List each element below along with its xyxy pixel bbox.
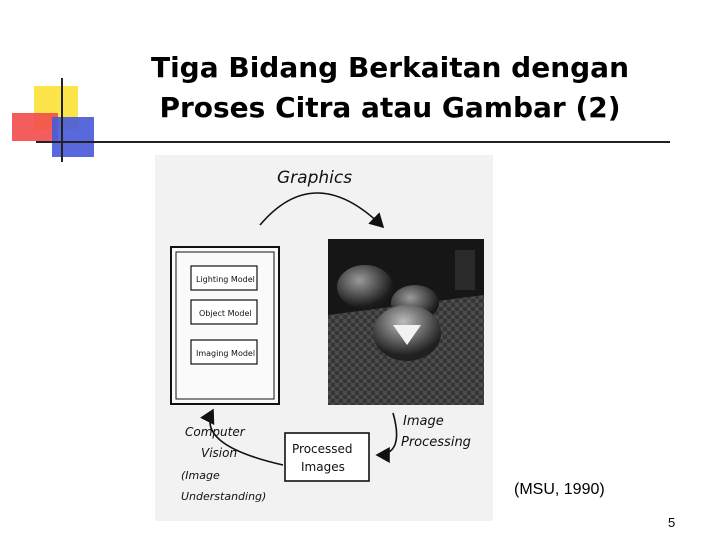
slide-title <box>130 48 650 128</box>
title-line-2: Proses Citra atau Gambar (2) <box>159 91 621 124</box>
image-processing-label-1: Image <box>403 414 444 429</box>
computer-vision-label-3: (Image <box>181 469 220 482</box>
arrow-image-processing <box>377 413 397 455</box>
rendered-scene-image <box>328 239 484 405</box>
processed-images-label-2: Images <box>301 460 345 474</box>
scanned-diagram <box>155 155 493 521</box>
diagram-svg <box>155 155 493 521</box>
title-line-1: Tiga Bidang Berkaitan dengan <box>150 51 630 84</box>
title-underline <box>36 141 670 143</box>
citation: (MSU, 1990) <box>514 481 605 498</box>
graphics-label: Graphics <box>277 168 353 188</box>
object-model-label: Object Model <box>199 309 252 318</box>
computer-vision-label-1: Computer <box>185 425 245 439</box>
arrow-graphics <box>260 193 383 227</box>
page-number: 5 <box>668 515 676 530</box>
computer-vision-label-4: Understanding) <box>181 490 267 503</box>
decor-blue-square <box>52 117 94 157</box>
decor-vertical-line <box>61 78 63 162</box>
imaging-model-label: Imaging Model <box>196 349 256 358</box>
image-processing-label-2: Processing <box>401 435 471 450</box>
computer-vision-label-2: Vision <box>201 446 238 460</box>
lighting-model-label: Lighting Model <box>196 275 255 284</box>
processed-images-label-1: Processed <box>292 442 353 456</box>
